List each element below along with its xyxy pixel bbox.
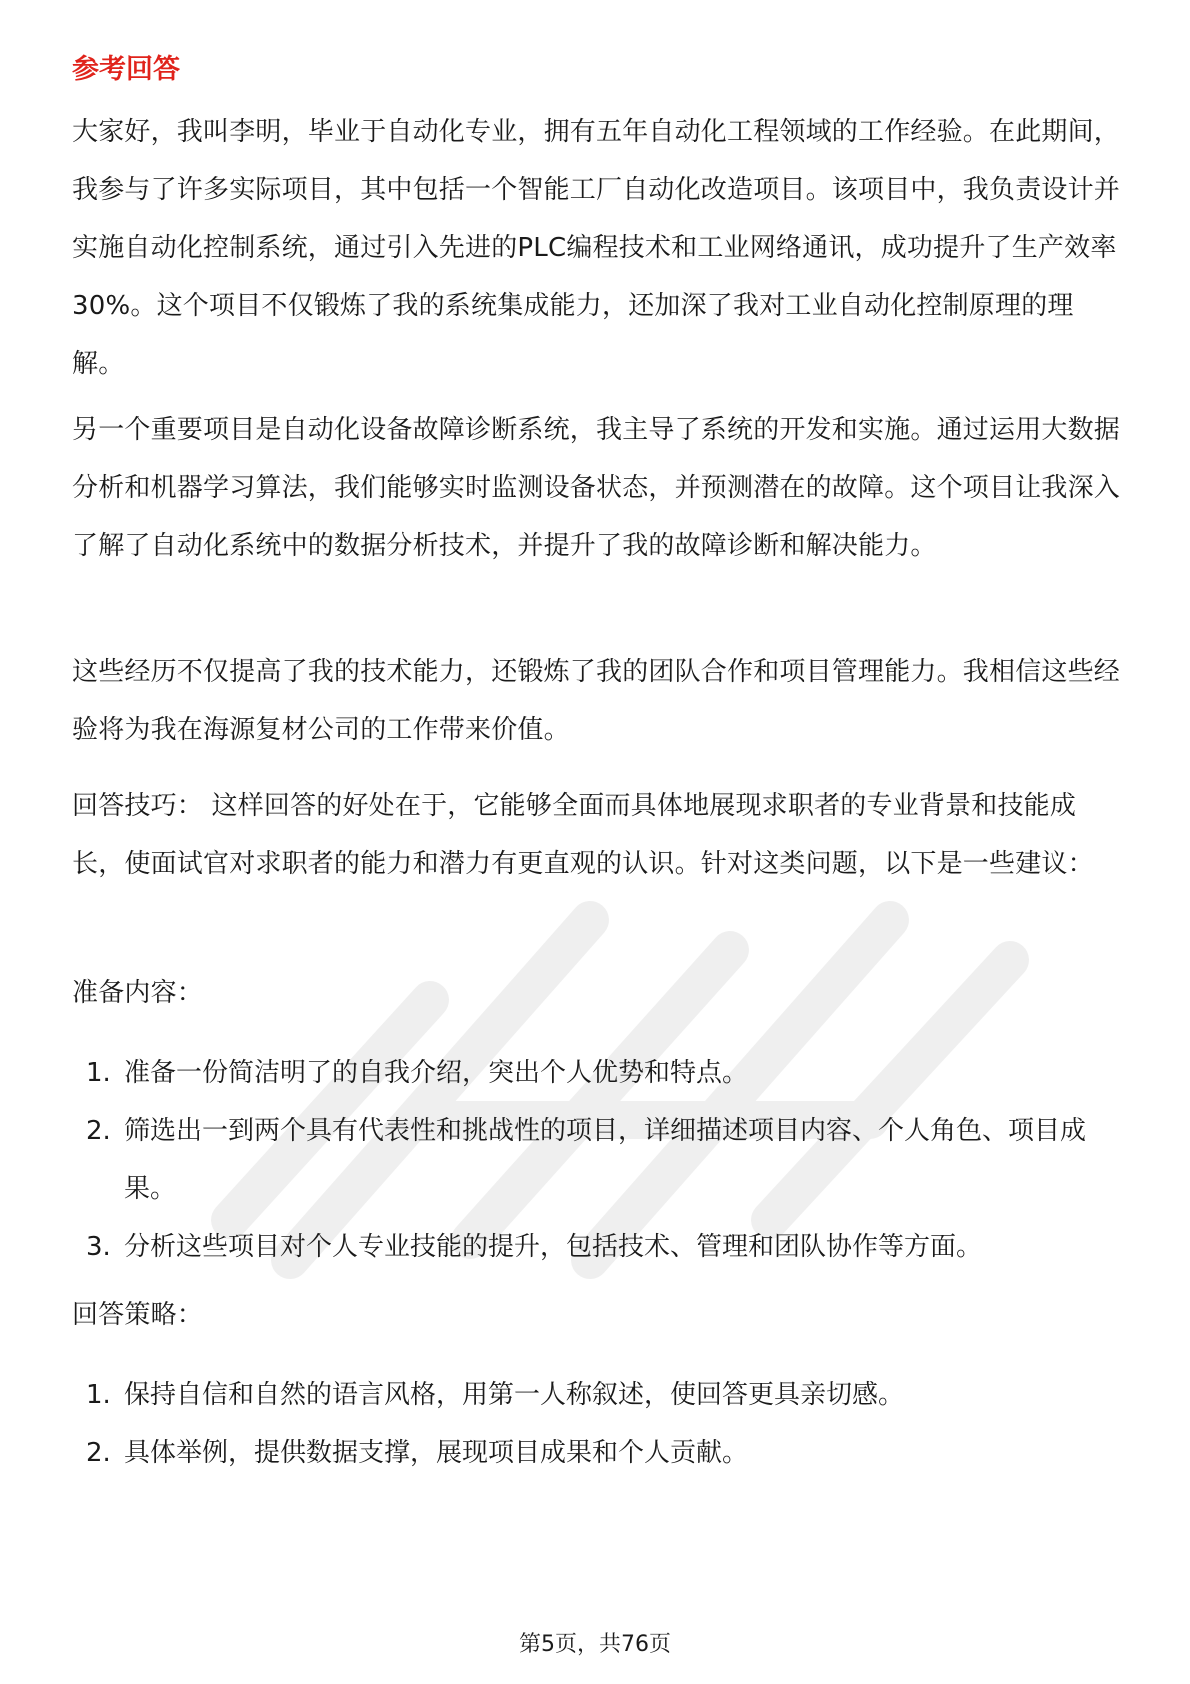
list-item xyxy=(72,1044,1122,1102)
list-item xyxy=(72,1366,1122,1424)
strategy-title: 回答策略： xyxy=(72,1300,204,1330)
answer-paragraph-1: 大家好，我叫李明，毕业于自动化专业，拥有五年自动化工程领域的工作经验。在此期间，我参与了许多实际项目，其中包括一个智能工厂自动化改造项目。该项目中，我负责设计并实施自动化控制系统，通过引入先进的PLC编程技术和工业网络通讯，成功提升了生产效率30%。这个项目不仅锻炼了我的系统集成能力，还加深了我对工业自动化控制原理的理解。 xyxy=(72,117,1121,379)
list-number: 2. xyxy=(86,1116,111,1146)
list-text: 筛选出一到两个具有代表性和挑战性的项目，详细描述项目内容、个人角色、项目成果。 xyxy=(124,1116,1087,1204)
list-item xyxy=(72,1424,1122,1482)
list-text: 具体举例，提供数据支撑，展现项目成果和个人贡献。 xyxy=(124,1438,749,1468)
list-text: 分析这些项目对个人专业技能的提升，包括技术、管理和团队协作等方面。 xyxy=(124,1232,983,1262)
prep-list xyxy=(72,1044,1122,1276)
list-number: 1. xyxy=(86,1058,111,1088)
list-item xyxy=(72,1218,1122,1276)
list-number: 2. xyxy=(86,1438,111,1468)
answer-paragraph-2: 另一个重要项目是自动化设备故障诊断系统，我主导了系统的开发和实施。通过运用大数据分析和机器学习算法，我们能够实时监测设备状态，并预测潜在的故障。这个项目让我深入了解了自动化系统中的数据分析技术，并提升了我的故障诊断和解决能力。 xyxy=(72,415,1121,561)
list-text: 保持自信和自然的语言风格，用第一人称叙述，使回答更具亲切感。 xyxy=(124,1380,905,1410)
tips-paragraph: 回答技巧： 这样回答的好处在于，它能够全面而具体地展现求职者的专业背景和技能成长，使面试官对求职者的能力和潜力有更直观的认识。针对这类问题，以下是一些建议： xyxy=(72,791,1094,879)
list-number: 1. xyxy=(86,1380,111,1410)
prep-title: 准备内容： xyxy=(72,978,204,1008)
list-item xyxy=(72,1102,1122,1218)
section-heading: 参考回答 xyxy=(72,54,180,85)
page-footer: 第5页，共76页 xyxy=(519,1632,671,1657)
list-text: 准备一份简洁明了的自我介绍，突出个人优势和特点。 xyxy=(124,1058,749,1088)
strategy-list xyxy=(72,1366,1122,1482)
list-number: 3. xyxy=(86,1232,111,1262)
answer-paragraph-3: 这些经历不仅提高了我的技术能力，还锻炼了我的团队合作和项目管理能力。我相信这些经验将为我在海源复材公司的工作带来价值。 xyxy=(72,657,1121,745)
